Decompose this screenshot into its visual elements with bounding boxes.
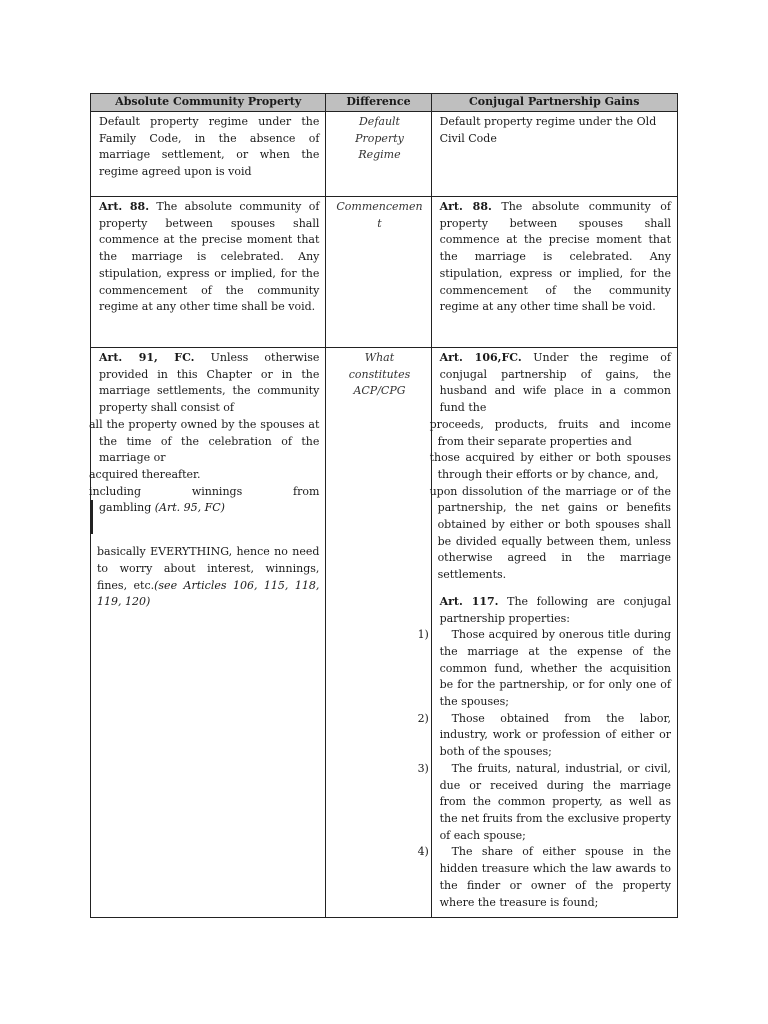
article-reference: (Art. 95, FC) <box>154 501 225 515</box>
list-item: 4) The share of either spouse in the hidden treasure which the law awards to the finder or owner of the property where the treasure is found; <box>440 844 671 911</box>
cpg-item: upon dissolution of the marriage or of the partnership, the net gains or benefits obtained by either or both spouses shall be divided equally between them, unless otherwise agreed in the marriage settlements. <box>429 484 671 582</box>
cpg-item: proceeds, products, fruits and income from their separate properties and <box>429 417 671 448</box>
article-label: Art. 88. <box>439 200 492 213</box>
acp-cell <box>91 348 326 918</box>
article-text: Unless otherwise provided in this Chapter or in the marriage settlements, the community property shall consist of <box>99 351 320 415</box>
acp-cell <box>91 197 326 348</box>
acp-item-word: from <box>293 484 320 498</box>
cpg-cell <box>431 197 677 348</box>
table-row <box>91 112 678 197</box>
acp-item-text: basically EVERYTHING, hence no need to worry about interest, winnings, fines, etc. <box>97 545 320 592</box>
acp-cell: Default property regime under the Family Code, in the absence of marriage settlement, or when the regime agreed upon is void <box>91 112 326 197</box>
header-cpg: Conjugal Partnership Gains <box>431 94 677 112</box>
article-reference: (see Articles 106, 115, 118, 119, 120) <box>97 578 320 609</box>
acp-item-word: including <box>89 484 142 498</box>
list-text: The share of either spouse in the hidden treasure which the law awards to the finder or owner of the property where the treasure is found; <box>439 845 671 909</box>
table-row <box>91 348 678 918</box>
cpg-intro <box>440 350 671 417</box>
acp-item <box>91 500 319 534</box>
difference-cell: What constitutes ACP/CPG <box>326 348 431 918</box>
difference-line: Commencemen <box>336 200 423 213</box>
acp-intro <box>99 350 319 417</box>
acp-item-word: gambling <box>99 501 152 515</box>
list-text: Those obtained from the labor, industry, work or profession of either or both of the spouses; <box>439 711 671 759</box>
acp-item-word: winnings <box>191 484 243 498</box>
article-label: Art. 91, FC. <box>99 351 195 364</box>
acp-item <box>87 544 319 611</box>
cpg-cell: Default property regime under the Old Civil Code <box>431 112 677 197</box>
list-text: Those acquired by onerous title during the marriage at the expense of the common fund, whether the acquisition be for the partnership, or for only one of the spouses; <box>439 628 671 709</box>
difference-cell: Default Property Regime <box>326 112 431 197</box>
cpg-cell <box>417 348 677 918</box>
acp-item: all the property owned by the spouses at the time of the celebration of the marriage or <box>89 417 320 465</box>
list-item: 3) The fruits, natural, industrial, or civil, due or received during the marriage from the common property, as well as the net fruits from the exclusive property of each spouse; <box>440 761 671 845</box>
list-text: The fruits, natural, industrial, or civil, due or received during the marriage from the common property, as well as the net fruits from the exclusive property of each spouse; <box>439 761 671 842</box>
list-item: 1) Those acquired by onerous title during the marriage at the expense of the common fund, whether the acquisition be for the partnership, or for only one of the spouses; <box>440 627 671 711</box>
table-row <box>91 197 678 348</box>
acp-item <box>89 484 319 501</box>
acp-item: acquired thereafter. <box>89 467 201 481</box>
article-text: Under the regime of conjugal partnership of gains, the husband and wife place in a common fund the <box>439 351 671 415</box>
article-label: Art. 106,FC. <box>439 351 522 364</box>
article-label: Art. 88. <box>99 200 150 213</box>
difference-line: t <box>377 216 382 230</box>
article-label: Art. 117. <box>439 594 499 608</box>
difference-cell <box>326 197 431 348</box>
list-item: 2) Those obtained from the labor, industry, work or profession of either or both of the spouses; <box>440 711 671 761</box>
header-difference: Difference <box>326 94 431 112</box>
header-row <box>91 94 678 112</box>
cpg-item: those acquired by either or both spouses through their efforts or by chance, and, <box>429 451 671 481</box>
header-acp: Absolute Community Property <box>91 94 326 112</box>
comparison-table <box>90 93 678 918</box>
article-text: The absolute community of property between spouses shall commence at the precise moment that the marriage is celebrated. Any stipulation, express or implied, for the commencement of the community regime at any other time shall be void. <box>99 200 320 314</box>
article-text: The absolute community of property between spouses shall commence at the precise moment that the marriage is celebrated. Any stipulation, express or implied, for the commencement of the community regime at any other time shall be void. <box>439 200 671 314</box>
cpg-intro <box>440 594 671 627</box>
article-text: The following are conjugal partnership properties: <box>439 594 672 625</box>
